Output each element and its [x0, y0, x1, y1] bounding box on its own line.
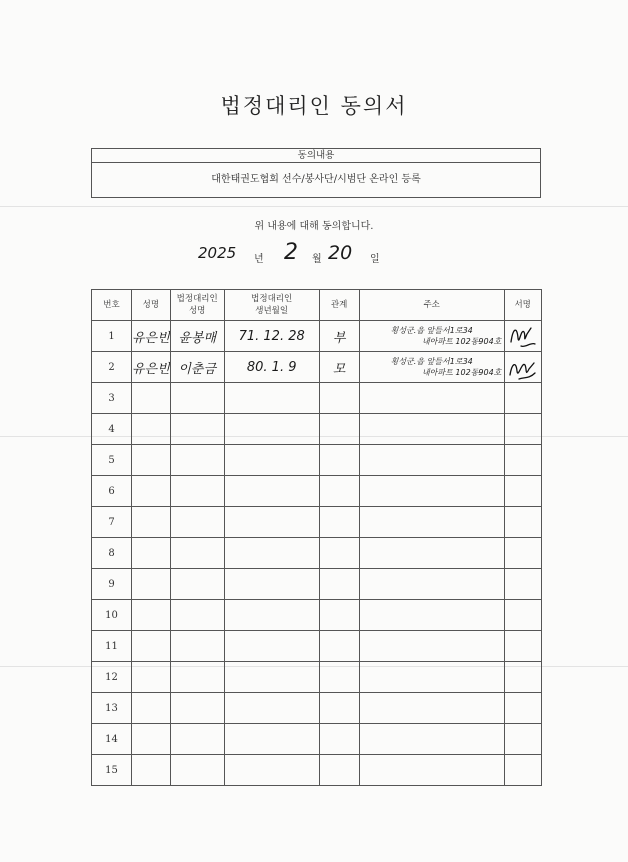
date-year: 2025 — [198, 244, 237, 262]
guardian-name — [170, 662, 224, 693]
guardian-birthdate: 80. 1. 9 — [224, 352, 319, 383]
guardian-birthdate: 71. 12. 28 — [224, 321, 319, 352]
student-name — [132, 693, 171, 724]
table-row — [92, 600, 542, 631]
relation: 모 — [319, 352, 359, 383]
relation — [319, 724, 359, 755]
address-line-2: 내아파트 102동904호 — [421, 368, 502, 377]
signature-cell — [504, 321, 541, 352]
row-number: 2 — [92, 352, 132, 383]
signature-cell — [504, 631, 541, 662]
header-address: 주소 — [359, 290, 504, 321]
row-number: 12 — [92, 662, 132, 693]
address-line-1: 횡성군.읍 앞들서1로34 — [390, 326, 473, 335]
header-signature: 서명 — [504, 290, 541, 321]
signature-cell — [504, 569, 541, 600]
signature-cell — [504, 476, 541, 507]
guardian-birthdate — [224, 538, 319, 569]
table-header-row — [92, 290, 542, 321]
student-name: 유은빈 — [132, 321, 171, 352]
address — [359, 445, 504, 476]
table-row — [92, 631, 542, 662]
guardian-birthdate — [224, 631, 319, 662]
address — [359, 631, 504, 662]
relation — [319, 445, 359, 476]
student-name — [132, 445, 171, 476]
guardian-name — [170, 631, 224, 662]
student-name — [132, 755, 171, 786]
document-title: 법정대리인 동의서 — [220, 94, 408, 118]
row-number: 6 — [92, 476, 132, 507]
header-guardian-name: 법정대리인 성명 — [170, 290, 224, 321]
date-day: 20 — [328, 242, 353, 264]
guardian-name — [170, 724, 224, 755]
table-row — [92, 662, 542, 693]
relation — [319, 476, 359, 507]
consent-box — [91, 148, 541, 198]
guardian-birthdate — [224, 445, 319, 476]
relation — [319, 755, 359, 786]
guardian-birthdate — [224, 755, 319, 786]
student-name — [132, 383, 171, 414]
address-line-2: 내아파트 102동904호 — [421, 337, 502, 346]
guardian-name — [170, 383, 224, 414]
address — [359, 507, 504, 538]
address-line-1: 횡성군.읍 앞들서1로34 — [390, 357, 473, 366]
relation — [319, 662, 359, 693]
address — [359, 755, 504, 786]
address — [359, 321, 504, 352]
guardian-birthdate — [224, 693, 319, 724]
signature-cell — [504, 383, 541, 414]
guardian-name — [170, 445, 224, 476]
signature-cell — [504, 352, 541, 383]
guardian-name: 윤봉매 — [170, 321, 224, 352]
table-row — [92, 321, 542, 352]
consent-box-header: 동의내용 — [92, 149, 540, 163]
table-row — [92, 383, 542, 414]
student-name — [132, 538, 171, 569]
handwritten-signature — [507, 322, 539, 350]
address — [359, 662, 504, 693]
student-name — [132, 414, 171, 445]
address — [359, 476, 504, 507]
date-month: 2 — [284, 240, 298, 265]
address — [359, 693, 504, 724]
student-name — [132, 724, 171, 755]
signature-cell — [504, 414, 541, 445]
guardian-birthdate — [224, 600, 319, 631]
header-relation: 관계 — [319, 290, 359, 321]
guardian-name — [170, 538, 224, 569]
guardian-name — [170, 476, 224, 507]
table-row — [92, 476, 542, 507]
row-number: 15 — [92, 755, 132, 786]
date-month-label: 월 — [312, 254, 322, 265]
relation: 부 — [319, 321, 359, 352]
guardian-name: 이춘금 — [170, 352, 224, 383]
guardian-birthdate — [224, 414, 319, 445]
address — [359, 383, 504, 414]
signature-cell — [504, 538, 541, 569]
row-number: 9 — [92, 569, 132, 600]
row-number: 5 — [92, 445, 132, 476]
header-number: 번호 — [92, 290, 132, 321]
address — [359, 600, 504, 631]
signature-cell — [504, 507, 541, 538]
guardian-name — [170, 755, 224, 786]
row-number: 14 — [92, 724, 132, 755]
row-number: 10 — [92, 600, 132, 631]
signature-cell — [504, 724, 541, 755]
header-guardian-birth: 법정대리인 생년월일 — [224, 290, 319, 321]
table-row — [92, 445, 542, 476]
guardian-birthdate — [224, 476, 319, 507]
row-number: 13 — [92, 693, 132, 724]
address — [359, 538, 504, 569]
relation — [319, 600, 359, 631]
fold-line — [0, 206, 628, 207]
relation — [319, 693, 359, 724]
handwritten-signature — [507, 353, 539, 381]
signature-cell — [504, 693, 541, 724]
student-name — [132, 600, 171, 631]
table-row — [92, 352, 542, 383]
row-number: 1 — [92, 321, 132, 352]
row-number: 4 — [92, 414, 132, 445]
row-number: 7 — [92, 507, 132, 538]
guardian-birthdate — [224, 662, 319, 693]
relation — [319, 507, 359, 538]
table-row — [92, 693, 542, 724]
date-day-label: 일 — [370, 254, 380, 265]
address — [359, 724, 504, 755]
guardian-birthdate — [224, 507, 319, 538]
address — [359, 569, 504, 600]
relation — [319, 538, 359, 569]
relation — [319, 383, 359, 414]
guardian-name — [170, 569, 224, 600]
signature-cell — [504, 755, 541, 786]
header-name: 성명 — [132, 290, 171, 321]
table-row — [92, 507, 542, 538]
row-number: 11 — [92, 631, 132, 662]
guardian-table — [91, 289, 542, 786]
student-name — [132, 662, 171, 693]
consent-box-content: 대한태권도협회 선수/봉사단/시범단 온라인 등록 — [211, 174, 421, 185]
table-row — [92, 569, 542, 600]
student-name — [132, 476, 171, 507]
agreement-text: 위 내용에 대해 동의합니다. — [254, 221, 374, 232]
student-name: 유은빈 — [132, 352, 171, 383]
signature-cell — [504, 662, 541, 693]
table-row — [92, 538, 542, 569]
guardian-name — [170, 693, 224, 724]
signature-cell — [504, 600, 541, 631]
table-row — [92, 755, 542, 786]
table-row — [92, 724, 542, 755]
address — [359, 414, 504, 445]
student-name — [132, 569, 171, 600]
guardian-birthdate — [224, 383, 319, 414]
address — [359, 352, 504, 383]
guardian-name — [170, 507, 224, 538]
row-number: 8 — [92, 538, 132, 569]
relation — [319, 414, 359, 445]
guardian-birthdate — [224, 569, 319, 600]
guardian-name — [170, 414, 224, 445]
table-row — [92, 414, 542, 445]
relation — [319, 569, 359, 600]
row-number: 3 — [92, 383, 132, 414]
relation — [319, 631, 359, 662]
guardian-birthdate — [224, 724, 319, 755]
student-name — [132, 507, 171, 538]
guardian-name — [170, 600, 224, 631]
student-name — [132, 631, 171, 662]
date-year-label: 년 — [254, 254, 264, 265]
signature-cell — [504, 445, 541, 476]
